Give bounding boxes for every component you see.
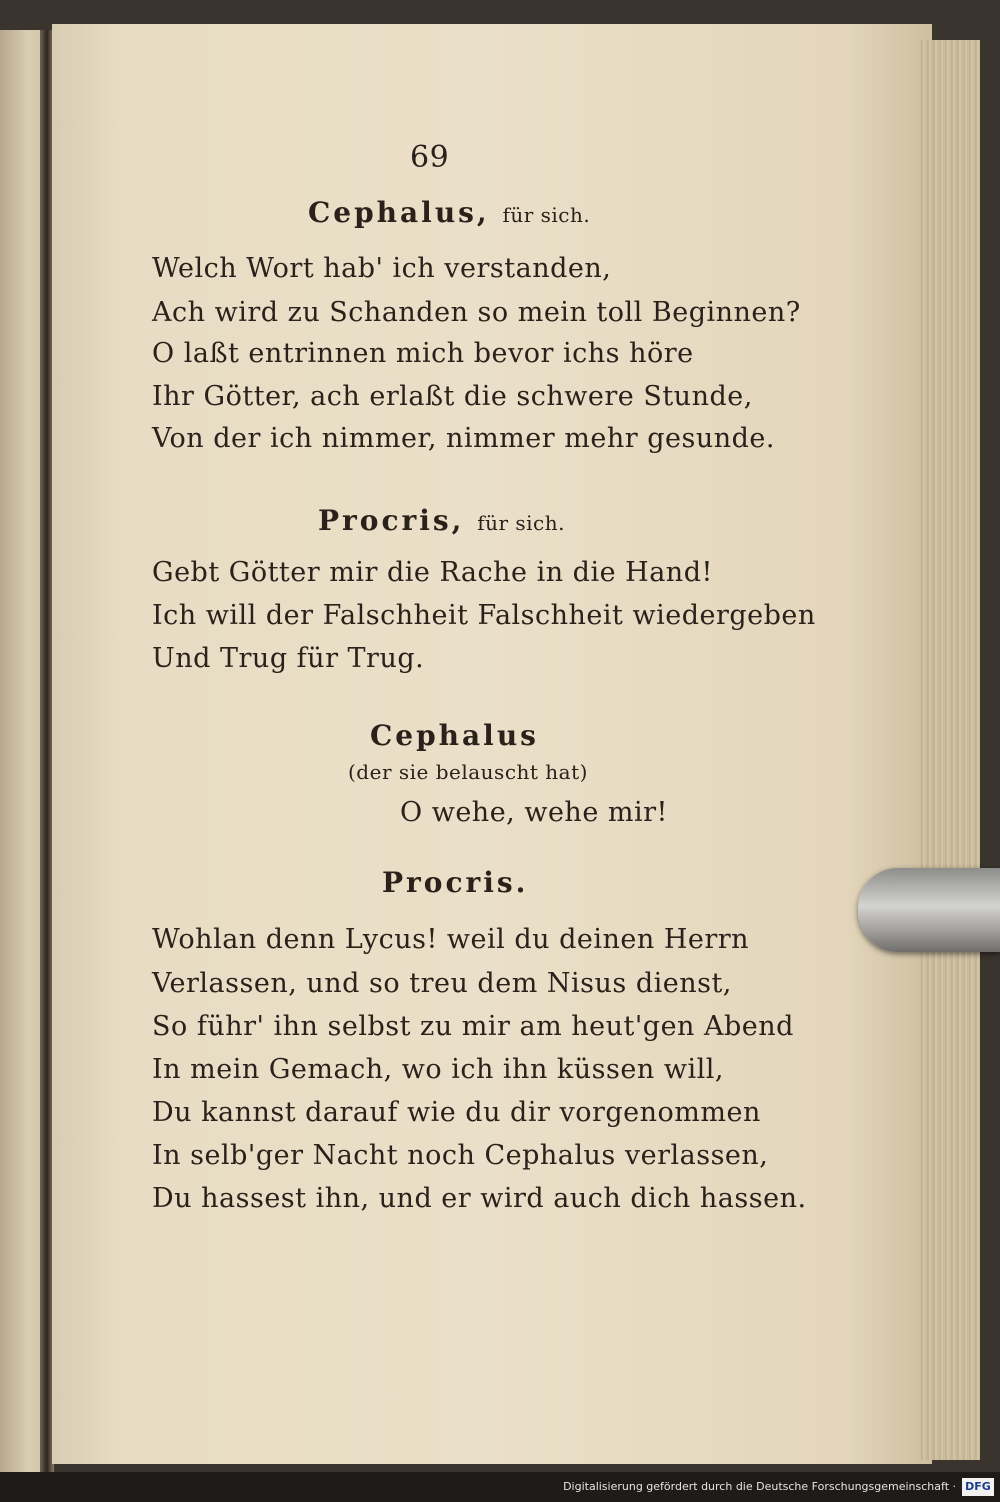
verse-line: Ich will der Falschheit Falschheit wiedergeben [152,600,816,631]
verse-line: Von der ich nimmer, nimmer mehr gesunde. [152,423,775,454]
speaker-name [308,196,590,229]
verse-line: Wohlan denn Lycus! weil du deinen Herrn [152,924,750,955]
verse-line: In selb'ger Nacht noch Cephalus verlassen, [152,1140,769,1171]
speaker-name: Cephalus [370,719,539,752]
verse-line: Ach wird zu Schanden so mein toll Beginnen? [152,297,801,328]
verse-line: Gebt Götter mir die Rache in die Hand! [152,557,713,588]
verse-line: So führ' ihn selbst zu mir am heut'gen Abend [152,1011,794,1042]
footer-bar [0,1472,1000,1502]
stage-direction: für sich. [477,511,565,535]
verse-line: Welch Wort hab' ich verstanden, [152,253,612,284]
verse-line: O wehe, wehe mir! [400,797,668,828]
page-number: 69 [410,140,450,175]
verse-line: Und Trug für Trug. [152,643,425,674]
speaker-name [318,504,565,537]
verse-line: O laßt entrinnen mich bevor ichs höre [152,338,694,369]
speaker-label: Procris, [318,504,465,537]
stage-direction: (der sie belauscht hat) [348,760,588,784]
speaker-label: Cephalus, [308,196,490,229]
funding-credit: Digitalisierung gefördert durch die Deutsche Forschungsgemeinschaft · [563,1480,956,1493]
verse-line: Ihr Götter, ach erlaßt die schwere Stunde, [152,381,753,412]
dfg-logo: DFG [962,1478,994,1496]
verse-line: Du kannst darauf wie du dir vorgenommen [152,1097,761,1128]
speaker-name: Procris. [382,866,529,899]
stage-direction: für sich. [502,203,591,227]
verse-line: In mein Gemach, wo ich ihn küssen will, [152,1054,724,1085]
verse-line: Du hassest ihn, und er wird auch dich hassen. [152,1183,807,1214]
verse-line: Verlassen, und so treu dem Nisus dienst, [152,968,732,999]
